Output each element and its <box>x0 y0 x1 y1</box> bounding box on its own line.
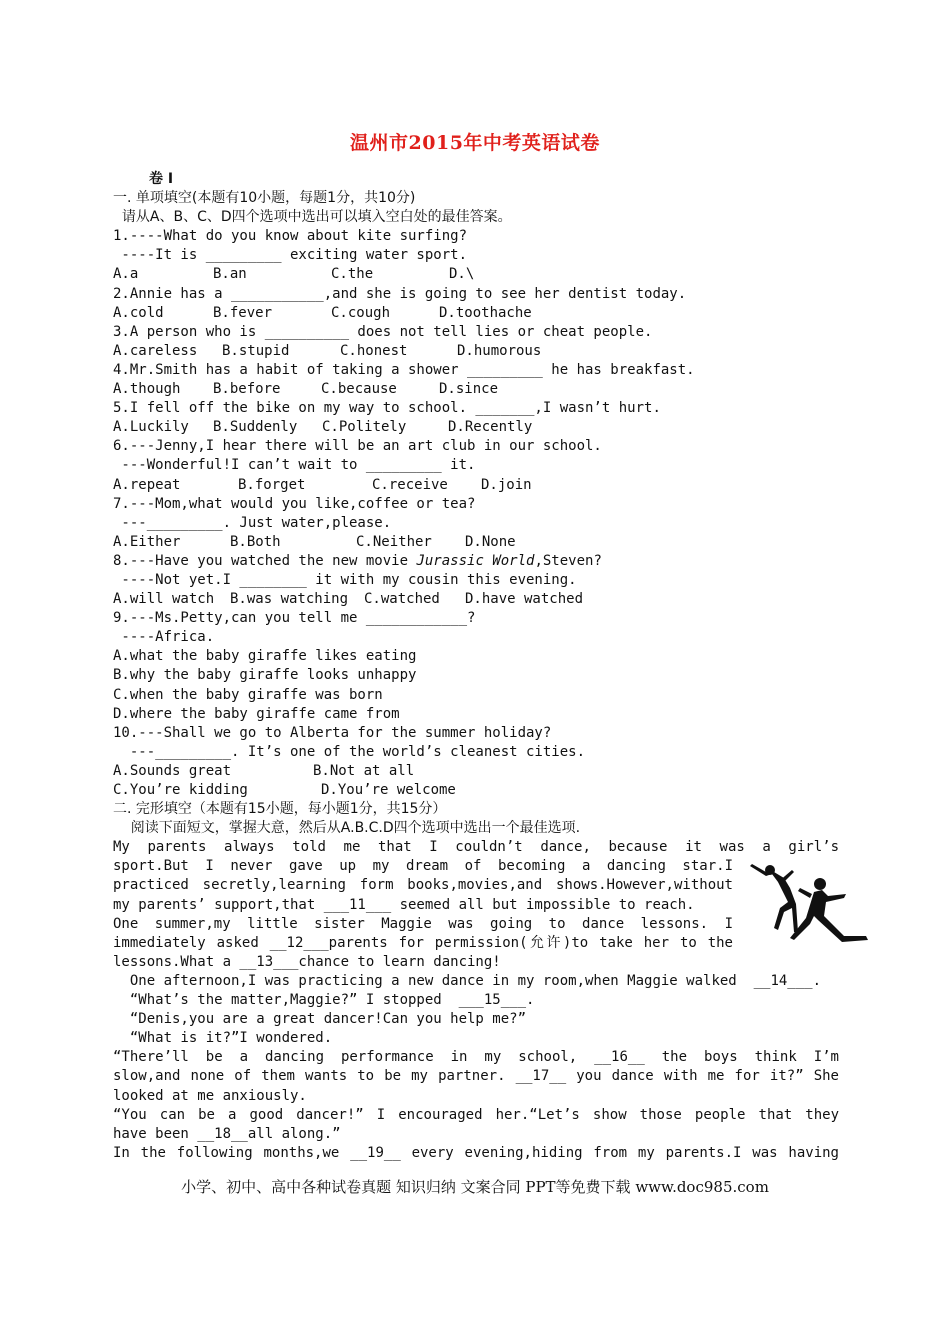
q7-response: ---_________. Just water,please. <box>113 514 392 531</box>
q7-options <box>113 533 839 552</box>
q6-stem: 6.---Jenny,I hear there will be an art club in our school. <box>113 438 602 455</box>
passage-line: “There’ll be a dancing performance in my school, __16__ the boys think I’m <box>113 1049 839 1066</box>
option-a: A.careless <box>113 342 198 359</box>
option-c: C.the <box>331 266 374 283</box>
passage-line: “Denis,you are a great dancer!Can you help me?” <box>113 1011 527 1028</box>
q1-options <box>113 265 839 284</box>
option-d: D.since <box>439 381 499 398</box>
dancer-left <box>750 864 798 932</box>
q8-stem-end: ,Steven? <box>534 552 602 569</box>
option-a: A.repeat <box>113 476 181 493</box>
q9-option-b: B.why the baby giraffe looks unhappy <box>113 667 417 684</box>
q4-options <box>113 380 839 399</box>
option-b: B.Suddenly <box>213 419 298 436</box>
option-c: C.because <box>321 381 397 398</box>
q5-stem: 5.I fell off the bike on my way to school. _______,I wasn’t hurt. <box>113 400 661 417</box>
passage-line: “What’s the matter,Maggie?” I stopped ___15___. <box>113 992 535 1009</box>
option-b: B.forget <box>238 476 306 493</box>
option-c: C.receive <box>372 476 448 493</box>
option-d: D.\ <box>449 266 475 283</box>
option-d: D.Recently <box>448 419 533 436</box>
option-d: D.join <box>481 476 532 493</box>
passage-line: my parents’ support,that ___11___ seemed all but impossible to reach. <box>113 896 695 913</box>
q8-response: ----Not yet.I ________ it with my cousin this evening. <box>113 571 577 588</box>
q3-stem: 3.A person who is __________ does not tell lies or cheat people. <box>113 323 653 340</box>
option-a: A.Either <box>113 533 181 550</box>
q10-options-row2 <box>113 781 839 800</box>
option-c: C.Politely <box>322 419 407 436</box>
q1-stem: 1.----What do you know about kite surfing? <box>113 228 468 245</box>
option-d: D.humorous <box>457 342 542 359</box>
q9-response: ----Africa. <box>113 629 215 646</box>
q10-stem: 10.---Shall we go to Alberta for the summer holiday? <box>113 724 552 741</box>
exam-content <box>113 170 839 1163</box>
q9-option-a: A.what the baby giraffe likes eating <box>113 648 417 665</box>
passage-line: lessons.What a __13___chance to learn dancing! <box>113 953 501 970</box>
passage-line: One afternoon,I was practicing a new dance in my room,when Maggie walked __14___. <box>113 972 822 989</box>
option-b: B.an <box>213 266 247 283</box>
option-c: C.honest <box>340 342 408 359</box>
q1-response: ----It is _________ exciting water sport. <box>113 247 468 264</box>
option-c: C.Neither <box>356 533 432 550</box>
option-a: A.though <box>113 381 181 398</box>
option-b: B.Both <box>230 533 281 550</box>
q8-movie-title: Jurassic World <box>416 552 535 569</box>
option-c: C.cough <box>331 304 391 321</box>
option-b: B.fever <box>213 304 273 321</box>
q5-options <box>113 418 839 437</box>
q9-option-d: D.where the baby giraffe came from <box>113 705 400 722</box>
option-b: B.Not at all <box>313 762 415 779</box>
option-d: D.toothache <box>439 304 532 321</box>
option-a: A.will watch <box>113 591 215 608</box>
exam-title: 温州市2015年中考英语试卷 <box>350 132 600 154</box>
q2-stem: 2.Annie has a ___________,and she is going to see her dentist today. <box>113 285 687 302</box>
option-a: A.Sounds great <box>113 762 232 779</box>
passage-line: looked at me anxiously. <box>113 1087 307 1104</box>
option-b: B.was watching <box>230 591 349 608</box>
q8-stem-start: 8.---Have you watched the new movie <box>113 552 417 569</box>
passage-line: In the following months,we __19__ every evening,hiding from my parents.I was having <box>113 1144 839 1161</box>
option-d: D.You’re welcome <box>321 782 456 798</box>
q6-response: ---Wonderful!I can’t wait to _________ it. <box>113 457 476 474</box>
section1-header: 一. 单项填空(本题有10小题，每题1分，共10分) <box>113 190 416 207</box>
section2-header: 二. 完形填空（本题有15小题，每小题1分，共15分） <box>113 801 447 818</box>
option-b: B.before <box>213 381 281 398</box>
option-a: A.cold <box>113 304 164 321</box>
option-a: A.Luckily <box>113 419 189 436</box>
page-footer: 小学、初中、高中各种试卷真题 知识归纳 文案合同 PPT等免费下载 www.doc985.com <box>181 1178 769 1196</box>
q9-stem: 9.---Ms.Petty,can you tell me ____________? <box>113 610 476 627</box>
passage-line: slow,and none of them wants to be my partner. __17__ you dance with me for it?” She <box>113 1068 839 1085</box>
q10-response: ---_________. It’s one of the world’s cleanest cities. <box>113 743 586 760</box>
q8-options <box>113 590 839 609</box>
q8-stem <box>113 552 839 571</box>
option-b: B.stupid <box>222 342 290 359</box>
q6-options <box>113 476 839 495</box>
passage-line: “You can be a good dancer!” I encouraged her.“Let’s show those people that they <box>113 1106 839 1123</box>
passage-line: One summer,my little sister Maggie was going to dance lessons. I <box>113 915 733 932</box>
option-c: C.You’re kidding <box>113 782 248 798</box>
q10-options-row1 <box>113 762 839 781</box>
option-a: A.a <box>113 266 139 283</box>
volume-label: 卷 Ⅰ <box>149 171 174 187</box>
q4-stem: 4.Mr.Smith has a habit of taking a shower _________ he has breakfast. <box>113 361 695 378</box>
option-d: D.None <box>465 533 516 550</box>
dancer-right <box>790 878 868 942</box>
passage-line: My parents always told me that I couldn’t dance, because it was a girl’s <box>113 839 839 856</box>
passage-line: sport.But I never gave up my dream of becoming a dancing star.I <box>113 858 733 875</box>
q7-stem: 7.---Mom,what would you like,coffee or tea? <box>113 495 476 512</box>
dancers-illustration <box>748 858 870 948</box>
passage-line: immediately asked __12___parents for permission(允许)to take her to the <box>113 934 733 951</box>
section1-instruction: 请从A、B、C、D四个选项中选出可以填入空白处的最佳答案。 <box>113 209 512 226</box>
passage-line: practiced secretly,learning form books,movies,and shows.However,without <box>113 877 733 894</box>
passage-line: “What is it?”I wondered. <box>113 1030 333 1047</box>
section2-instruction: 阅读下面短文，掌握大意，然后从A.B.C.D四个选项中选出一个最佳选项. <box>113 820 581 837</box>
option-d: D.have watched <box>465 591 584 608</box>
q2-options <box>113 304 839 323</box>
passage-line: have been __18__all along.” <box>113 1125 341 1142</box>
option-c: C.watched <box>364 591 440 608</box>
q3-options <box>113 342 839 361</box>
q9-option-c: C.when the baby giraffe was born <box>113 686 383 703</box>
